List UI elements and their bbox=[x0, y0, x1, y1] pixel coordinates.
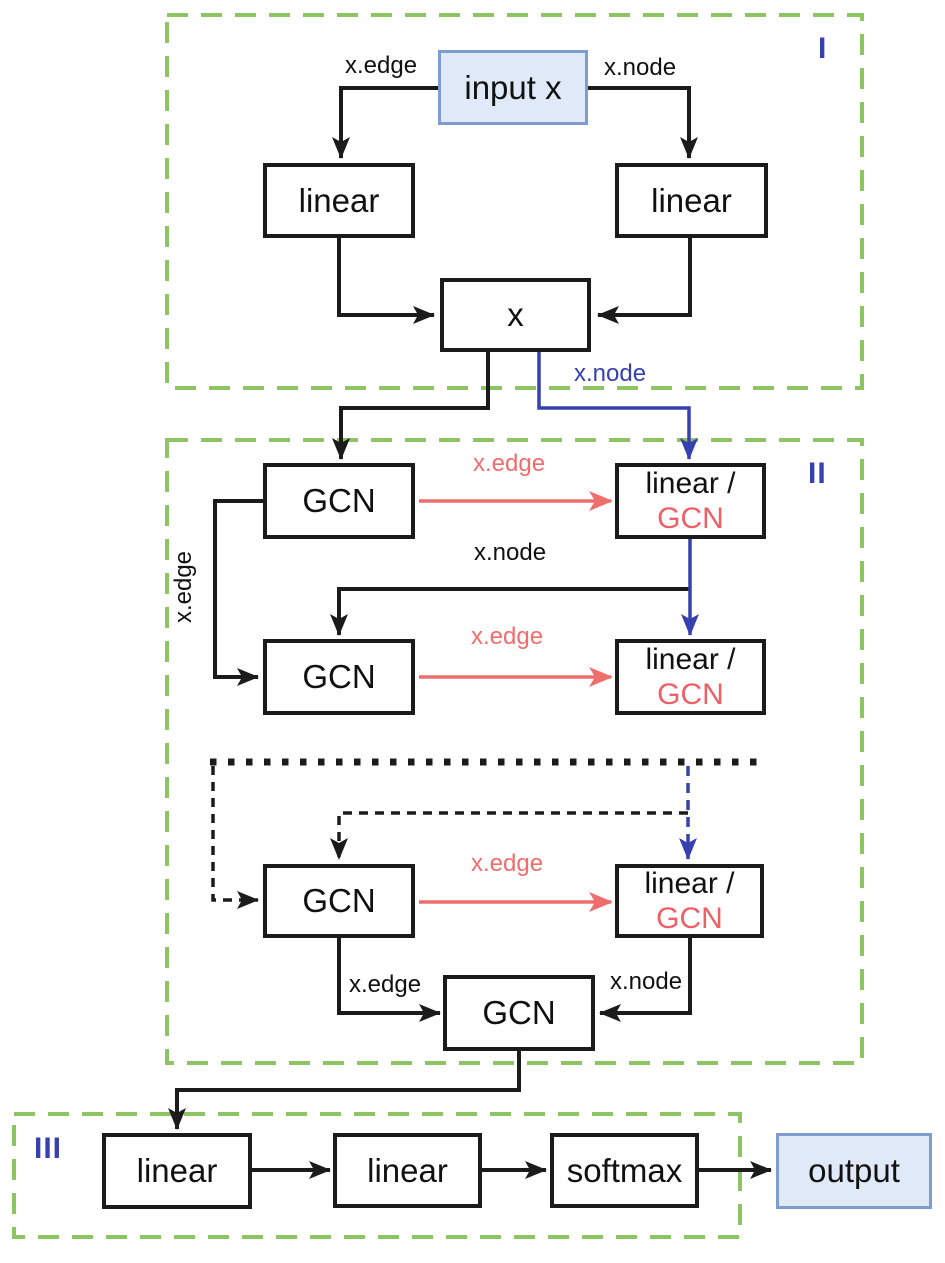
linear-gcn1-line2: GCN bbox=[657, 502, 724, 535]
linear-gcn2-line1: linear / bbox=[645, 643, 736, 676]
gcn1-box bbox=[263, 463, 415, 539]
gcn3-text: GCN bbox=[302, 882, 376, 919]
edge-input-to-linear-left bbox=[341, 88, 438, 158]
input-x-box bbox=[438, 50, 588, 125]
softmax-text: softmax bbox=[566, 1151, 683, 1189]
linear-left-box bbox=[263, 163, 415, 238]
gcn2-box bbox=[263, 639, 415, 715]
linear-gcn3-box bbox=[615, 864, 764, 938]
linear-gcn2-box bbox=[615, 639, 766, 715]
linear2-text: linear bbox=[367, 1151, 448, 1189]
label-xnode-gcnfinal: x.node bbox=[610, 968, 683, 995]
gcn3-box bbox=[263, 864, 415, 938]
linear1-text: linear bbox=[136, 1152, 218, 1189]
linear2-box bbox=[333, 1133, 482, 1208]
linear-right-text: linear bbox=[651, 181, 732, 219]
x-text: x bbox=[507, 296, 524, 333]
gcn-final-box bbox=[443, 975, 595, 1051]
output-box bbox=[776, 1133, 932, 1209]
label-xnode-section1: x.node bbox=[604, 54, 677, 81]
linear-gcn1-box bbox=[615, 463, 766, 539]
edge-linear-right-to-x bbox=[598, 238, 690, 315]
edge-dashed-xedge-to-gcn3 bbox=[213, 766, 258, 900]
label-xedge-red-row2: x.edge bbox=[471, 623, 544, 650]
gcn2-text: GCN bbox=[302, 658, 376, 695]
edge-x-to-gcn1 bbox=[341, 352, 488, 459]
edge-xedge-gcn1-to-gcn2 bbox=[215, 501, 263, 677]
output-text: output bbox=[808, 1152, 900, 1189]
gcn1-text: GCN bbox=[302, 482, 376, 519]
label-xnode-row1: x.node bbox=[474, 539, 547, 566]
softmax-box bbox=[550, 1133, 699, 1208]
edge-input-to-linear-right bbox=[588, 88, 689, 158]
input-x-text: input x bbox=[464, 68, 562, 106]
label-xedge-red-row1: x.edge bbox=[473, 450, 546, 477]
section-iii-label: III bbox=[34, 1132, 63, 1165]
section-ii-label: II bbox=[808, 457, 827, 490]
label-xedge-vertical: x.edge bbox=[170, 550, 197, 624]
section-i-label: I bbox=[818, 32, 828, 65]
edge-linear-left-to-x bbox=[339, 238, 434, 315]
linear-gcn1-line1: linear / bbox=[645, 467, 736, 500]
linear-right-box bbox=[615, 163, 768, 238]
linear-gcn3-line2: GCN bbox=[656, 902, 723, 935]
x-box bbox=[440, 278, 591, 352]
label-xnode-blue: x.node bbox=[574, 360, 647, 387]
linear-gcn2-line2: GCN bbox=[657, 678, 724, 711]
linear-gcn3-line1: linear / bbox=[644, 867, 735, 900]
label-xedge-section1: x.edge bbox=[345, 52, 418, 79]
gcn-final-text: GCN bbox=[482, 994, 556, 1031]
linear-left-text: linear bbox=[298, 181, 380, 219]
label-xedge-red-row3: x.edge bbox=[471, 850, 544, 877]
linear1-box bbox=[102, 1133, 252, 1209]
label-xedge-gcnfinal: x.edge bbox=[349, 971, 422, 998]
